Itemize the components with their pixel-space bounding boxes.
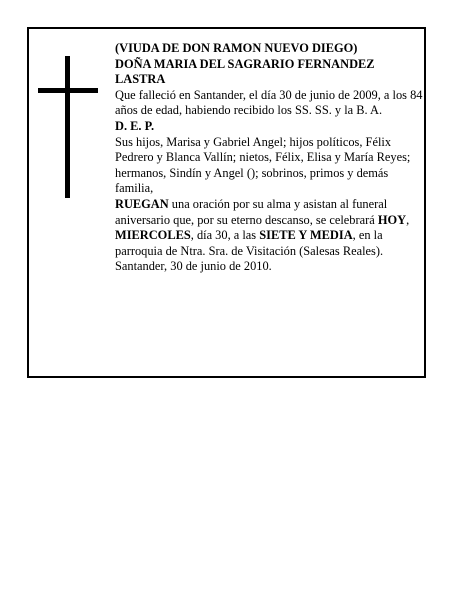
- death-info: Que falleció en Santander, el día 30 de junio de 2009, a los 84 años de edad, habiendo recibido los SS. SS. y la B. A.: [115, 87, 423, 118]
- date-text: , día 30, a las: [190, 228, 260, 243]
- dep-line: D. E. P.: [115, 118, 155, 133]
- cross-horizontal-bar: [38, 88, 98, 93]
- notice-text: [115, 41, 423, 275]
- cross-icon: [38, 56, 98, 198]
- comma-text: ,: [406, 212, 410, 227]
- widow-of-line: (VIUDA DE DON RAMON NUEVO DIEGO): [115, 41, 358, 55]
- footer-line: Santander, 30 de junio de 2010.: [115, 259, 272, 274]
- request-text: una oración por su alma y asistan al funeral aniversario que, por su eterno descanso, se celebrará: [115, 196, 388, 227]
- cross-vertical-bar: [65, 56, 70, 198]
- weekday-word: MIERCOLES: [115, 228, 191, 243]
- place-text: , en la parroquia de Ntra. Sra. de Visitación (Salesas Reales).: [115, 228, 384, 258]
- deceased-name: DOÑA MARIA DEL SAGRARIO FERNANDEZ LASTRA: [115, 56, 375, 87]
- obituary-notice: [27, 27, 426, 378]
- family-list: Sus hijos, Marisa y Gabriel Angel; hijos políticos, Félix Pedrero y Blanca Vallín; nietos, Félix, Elisa y María Reyes; hermanos, Sindín y Angel (); sobrinos, primos y demás familia,: [115, 134, 411, 196]
- funeral-request: [115, 197, 423, 259]
- ruegan-word: RUEGAN: [115, 196, 169, 211]
- time-text: SIETE Y MEDIA: [259, 228, 353, 243]
- hoy-word: HOY: [377, 212, 407, 227]
